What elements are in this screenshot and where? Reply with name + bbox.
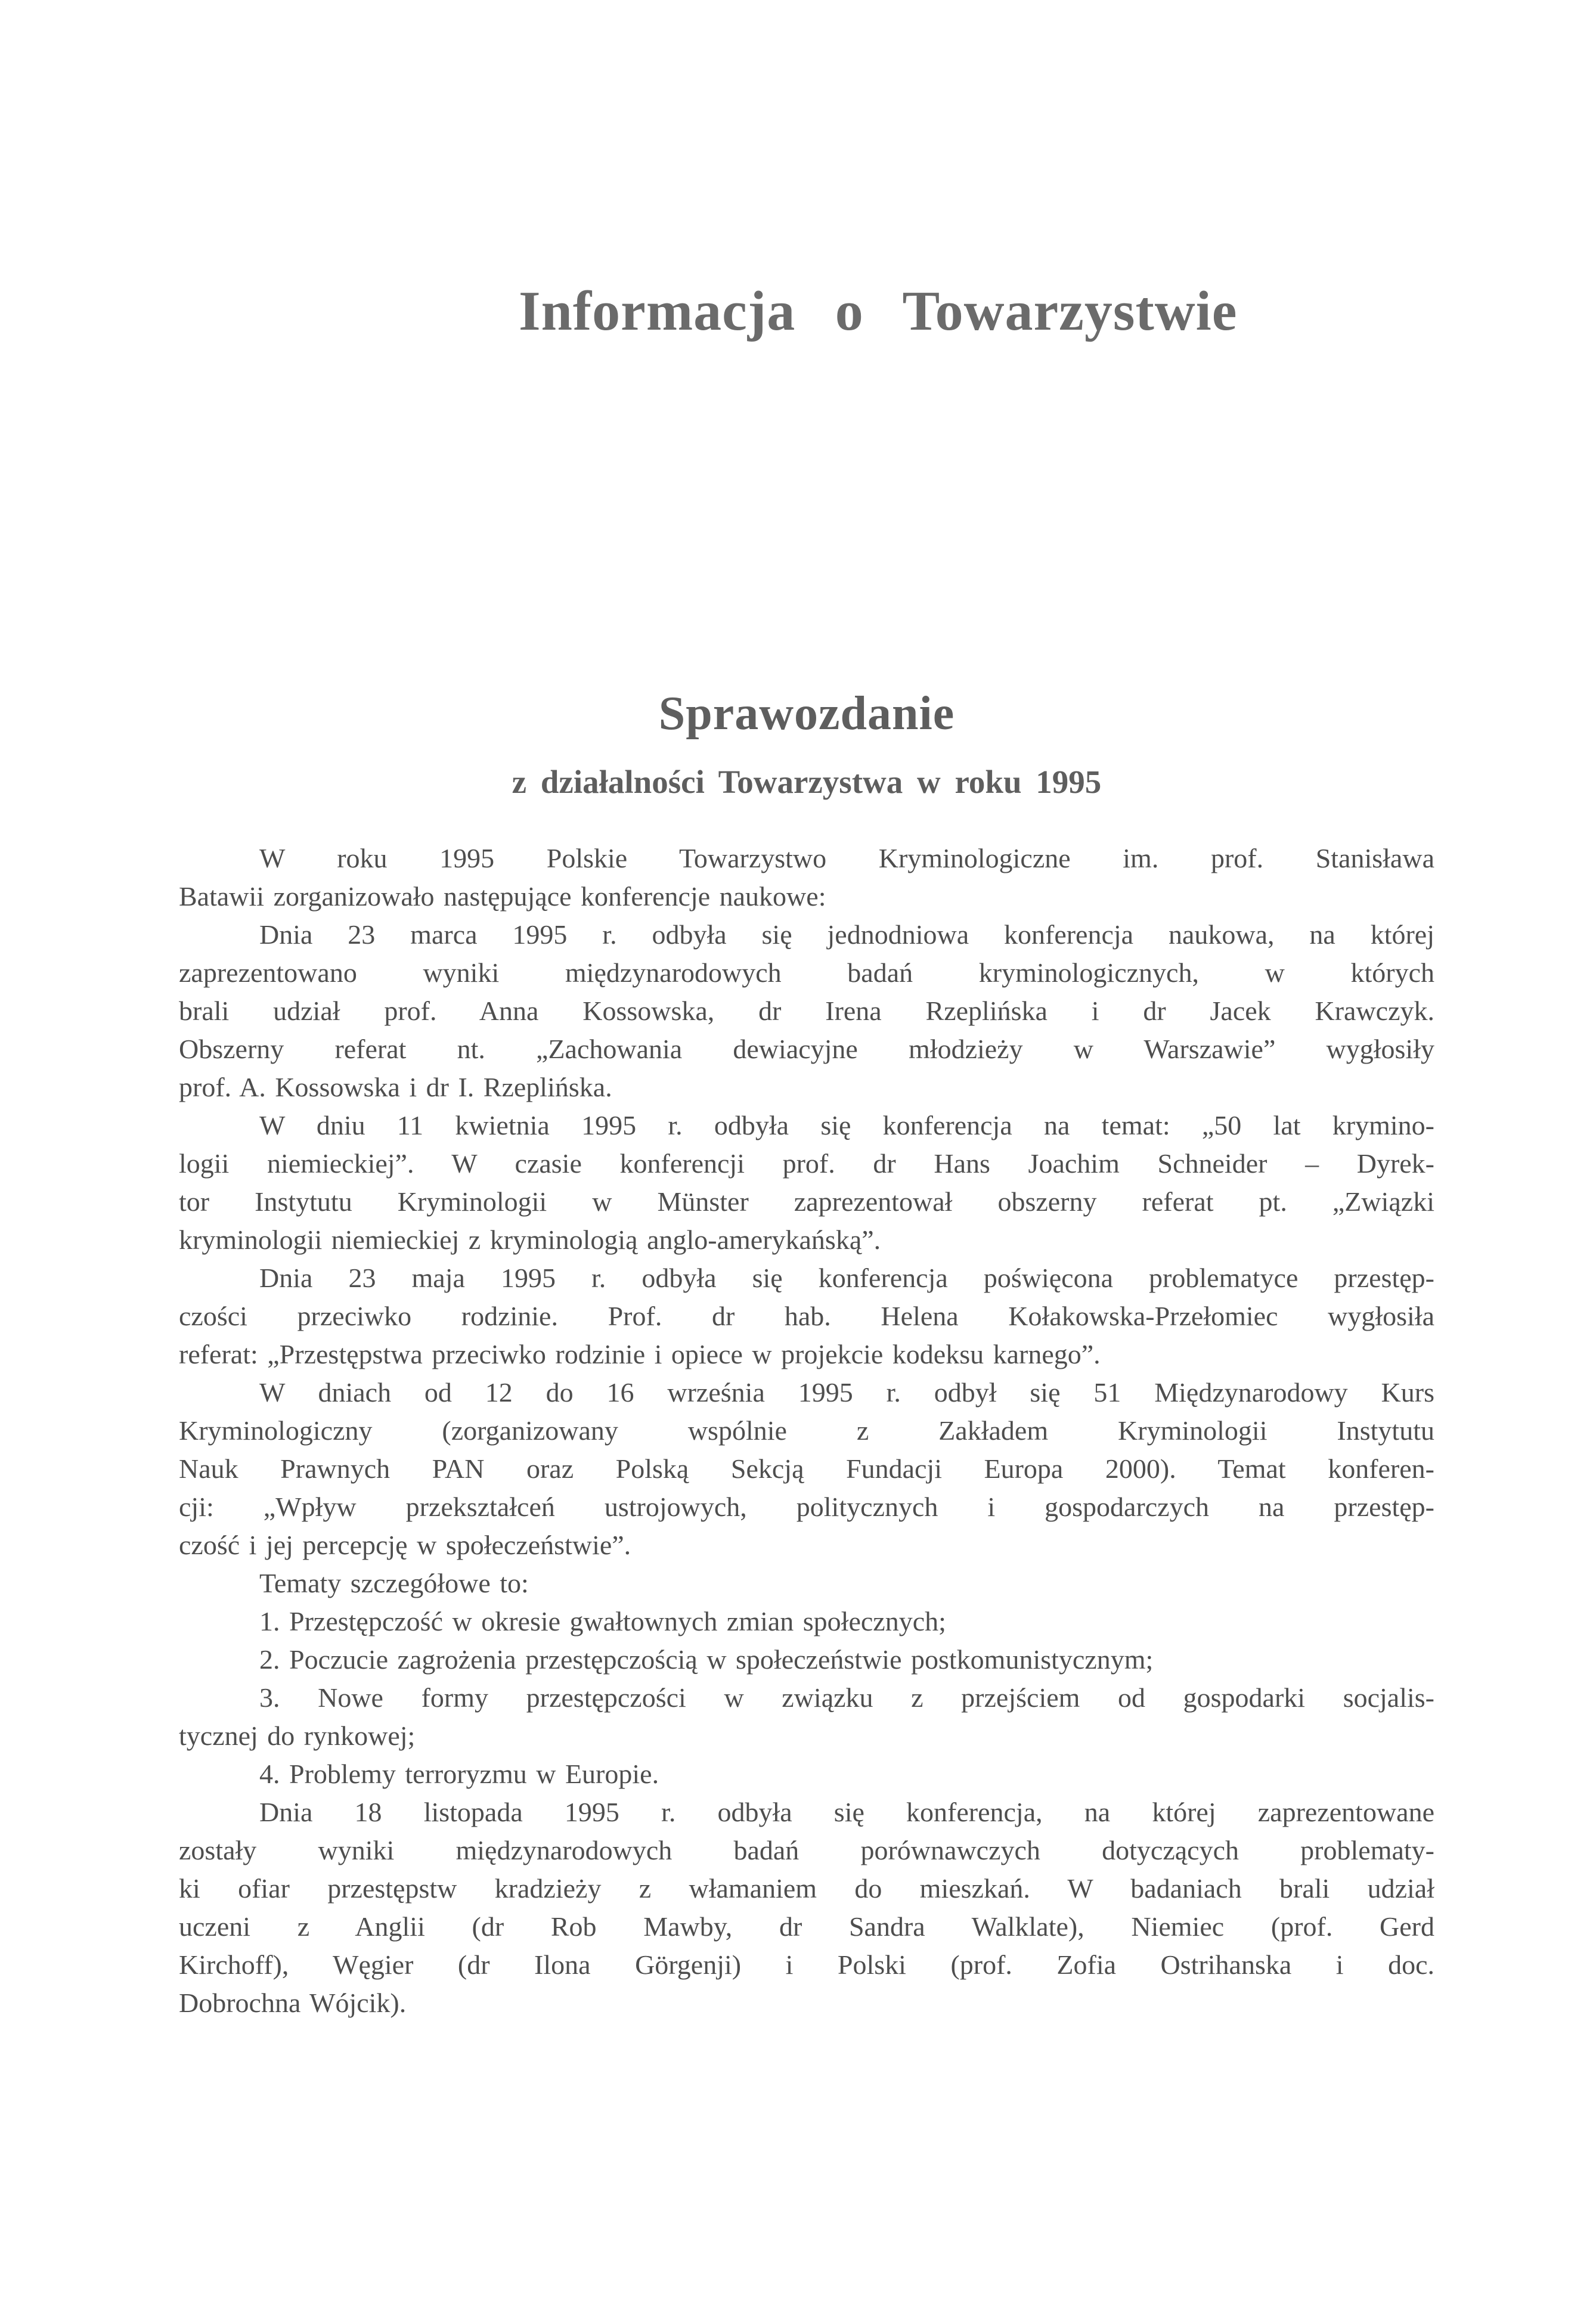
report-heading: Sprawozdanie (658, 687, 955, 740)
paragraph (179, 839, 1434, 916)
text-line: Dobrochna Wójcik). (179, 1988, 407, 2018)
page-title: Informacja o Towarzystwie (519, 280, 1238, 342)
text-line: tor Instytutu Kryminologii w Münster zaprezentował obszerny referat pt. „Związki (179, 1186, 1434, 1217)
text-line: W dniu 11 kwietnia 1995 r. odbyła się konferencja na temat: „50 lat krymino- (259, 1110, 1434, 1140)
paragraph (179, 1641, 1434, 1679)
text-line: logii niemieckiej”. W czasie konferencji prof. dr Hans Joachim Schneider – Dyrek- (179, 1148, 1434, 1179)
text-line: Kirchoff), Węgier (dr Ilona Görgenji) i Polski (prof. Zofia Ostrihanska i doc. (179, 1949, 1434, 1980)
report-subheading: z działalności Towarzystwa w roku 1995 (512, 764, 1102, 800)
text-line: W dniach od 12 do 16 września 1995 r. odbył się 51 Międzynarodowy Kurs (259, 1377, 1434, 1408)
text-line: referat: „Przestępstwa przeciwko rodzinie i opiece w projekcie kodeksu karnego”. (179, 1339, 1101, 1369)
text-line: kryminologii niemieckiej z kryminologią anglo-amerykańską”. (179, 1225, 881, 1255)
paragraph (179, 916, 1434, 1106)
text-line: Kryminologiczny (zorganizowany wspólnie z Zakładem Kryminologii Instytutu (179, 1415, 1434, 1446)
text-line: Batawii zorganizowało następujące konferencje naukowe: (179, 881, 826, 912)
text-line: 4. Problemy terroryzmu w Europie. (259, 1759, 659, 1789)
paragraph (179, 1106, 1434, 1259)
text-line: 3. Nowe formy przestępczości w związku z przejściem od gospodarki socjalis- (259, 1682, 1434, 1713)
text-line: zostały wyniki międzynarodowych badań porównawczych dotyczących problematy- (179, 1835, 1434, 1865)
text-line: W roku 1995 Polskie Towarzystwo Kryminologiczne im. prof. Stanisława (259, 843, 1434, 873)
text-line: Dnia 23 maja 1995 r. odbyła się konferencja poświęcona problematyce przestęp- (259, 1263, 1434, 1293)
text-line: tycznej do rynkowej; (179, 1721, 416, 1751)
paragraph (179, 1679, 1434, 1755)
paragraph (179, 1374, 1434, 1564)
paragraph (179, 1602, 1434, 1641)
text-line: Nauk Prawnych PAN oraz Polską Sekcją Fundacji Europa 2000). Temat konferen- (179, 1453, 1434, 1484)
paragraph (179, 1793, 1434, 2022)
paragraph (179, 1564, 1434, 1602)
paragraph (179, 1259, 1434, 1374)
text-line: 1. Przestępczość w okresie gwałtownych zmian społecznych; (259, 1606, 946, 1636)
text-line: Dnia 23 marca 1995 r. odbyła się jednodniowa konferencja naukowa, na której (259, 919, 1434, 950)
text-line: brali udział prof. Anna Kossowska, dr Irena Rzeplińska i dr Jacek Krawczyk. (179, 996, 1434, 1026)
text-line: ki ofiar przestępstw kradzieży z włamaniem do mieszkań. W badaniach brali udział (179, 1873, 1434, 1904)
paragraph (179, 1755, 1434, 1793)
text-line: czości przeciwko rodzinie. Prof. dr hab. Helena Kołakowska-Przełomiec wygłosiła (179, 1301, 1434, 1331)
text-line: Dnia 18 listopada 1995 r. odbyła się konferencja, na której zaprezentowane (259, 1797, 1434, 1827)
text-line: Tematy szczegółowe to: (259, 1568, 529, 1598)
body-text (179, 839, 1434, 2022)
text-line: uczeni z Anglii (dr Rob Mawby, dr Sandra Walklate), Niemiec (prof. Gerd (179, 1911, 1434, 1942)
text-line: Obszerny referat nt. „Zachowania dewiacyjne młodzieży w Warszawie” wygłosiły (179, 1034, 1434, 1064)
text-line: zaprezentowano wyniki międzynarodowych badań kryminologicznych, w których (179, 957, 1434, 988)
text-line: 2. Poczucie zagrożenia przestępczością w społeczeństwie postkomunistycznym; (259, 1644, 1154, 1675)
text-line: cji: „Wpływ przekształceń ustrojowych, politycznych i gospodarczych na przestęp- (179, 1492, 1434, 1522)
text-line: czość i jej percepcję w społeczeństwie”. (179, 1530, 631, 1560)
text-line: prof. A. Kossowska i dr I. Rzeplińska. (179, 1072, 612, 1102)
